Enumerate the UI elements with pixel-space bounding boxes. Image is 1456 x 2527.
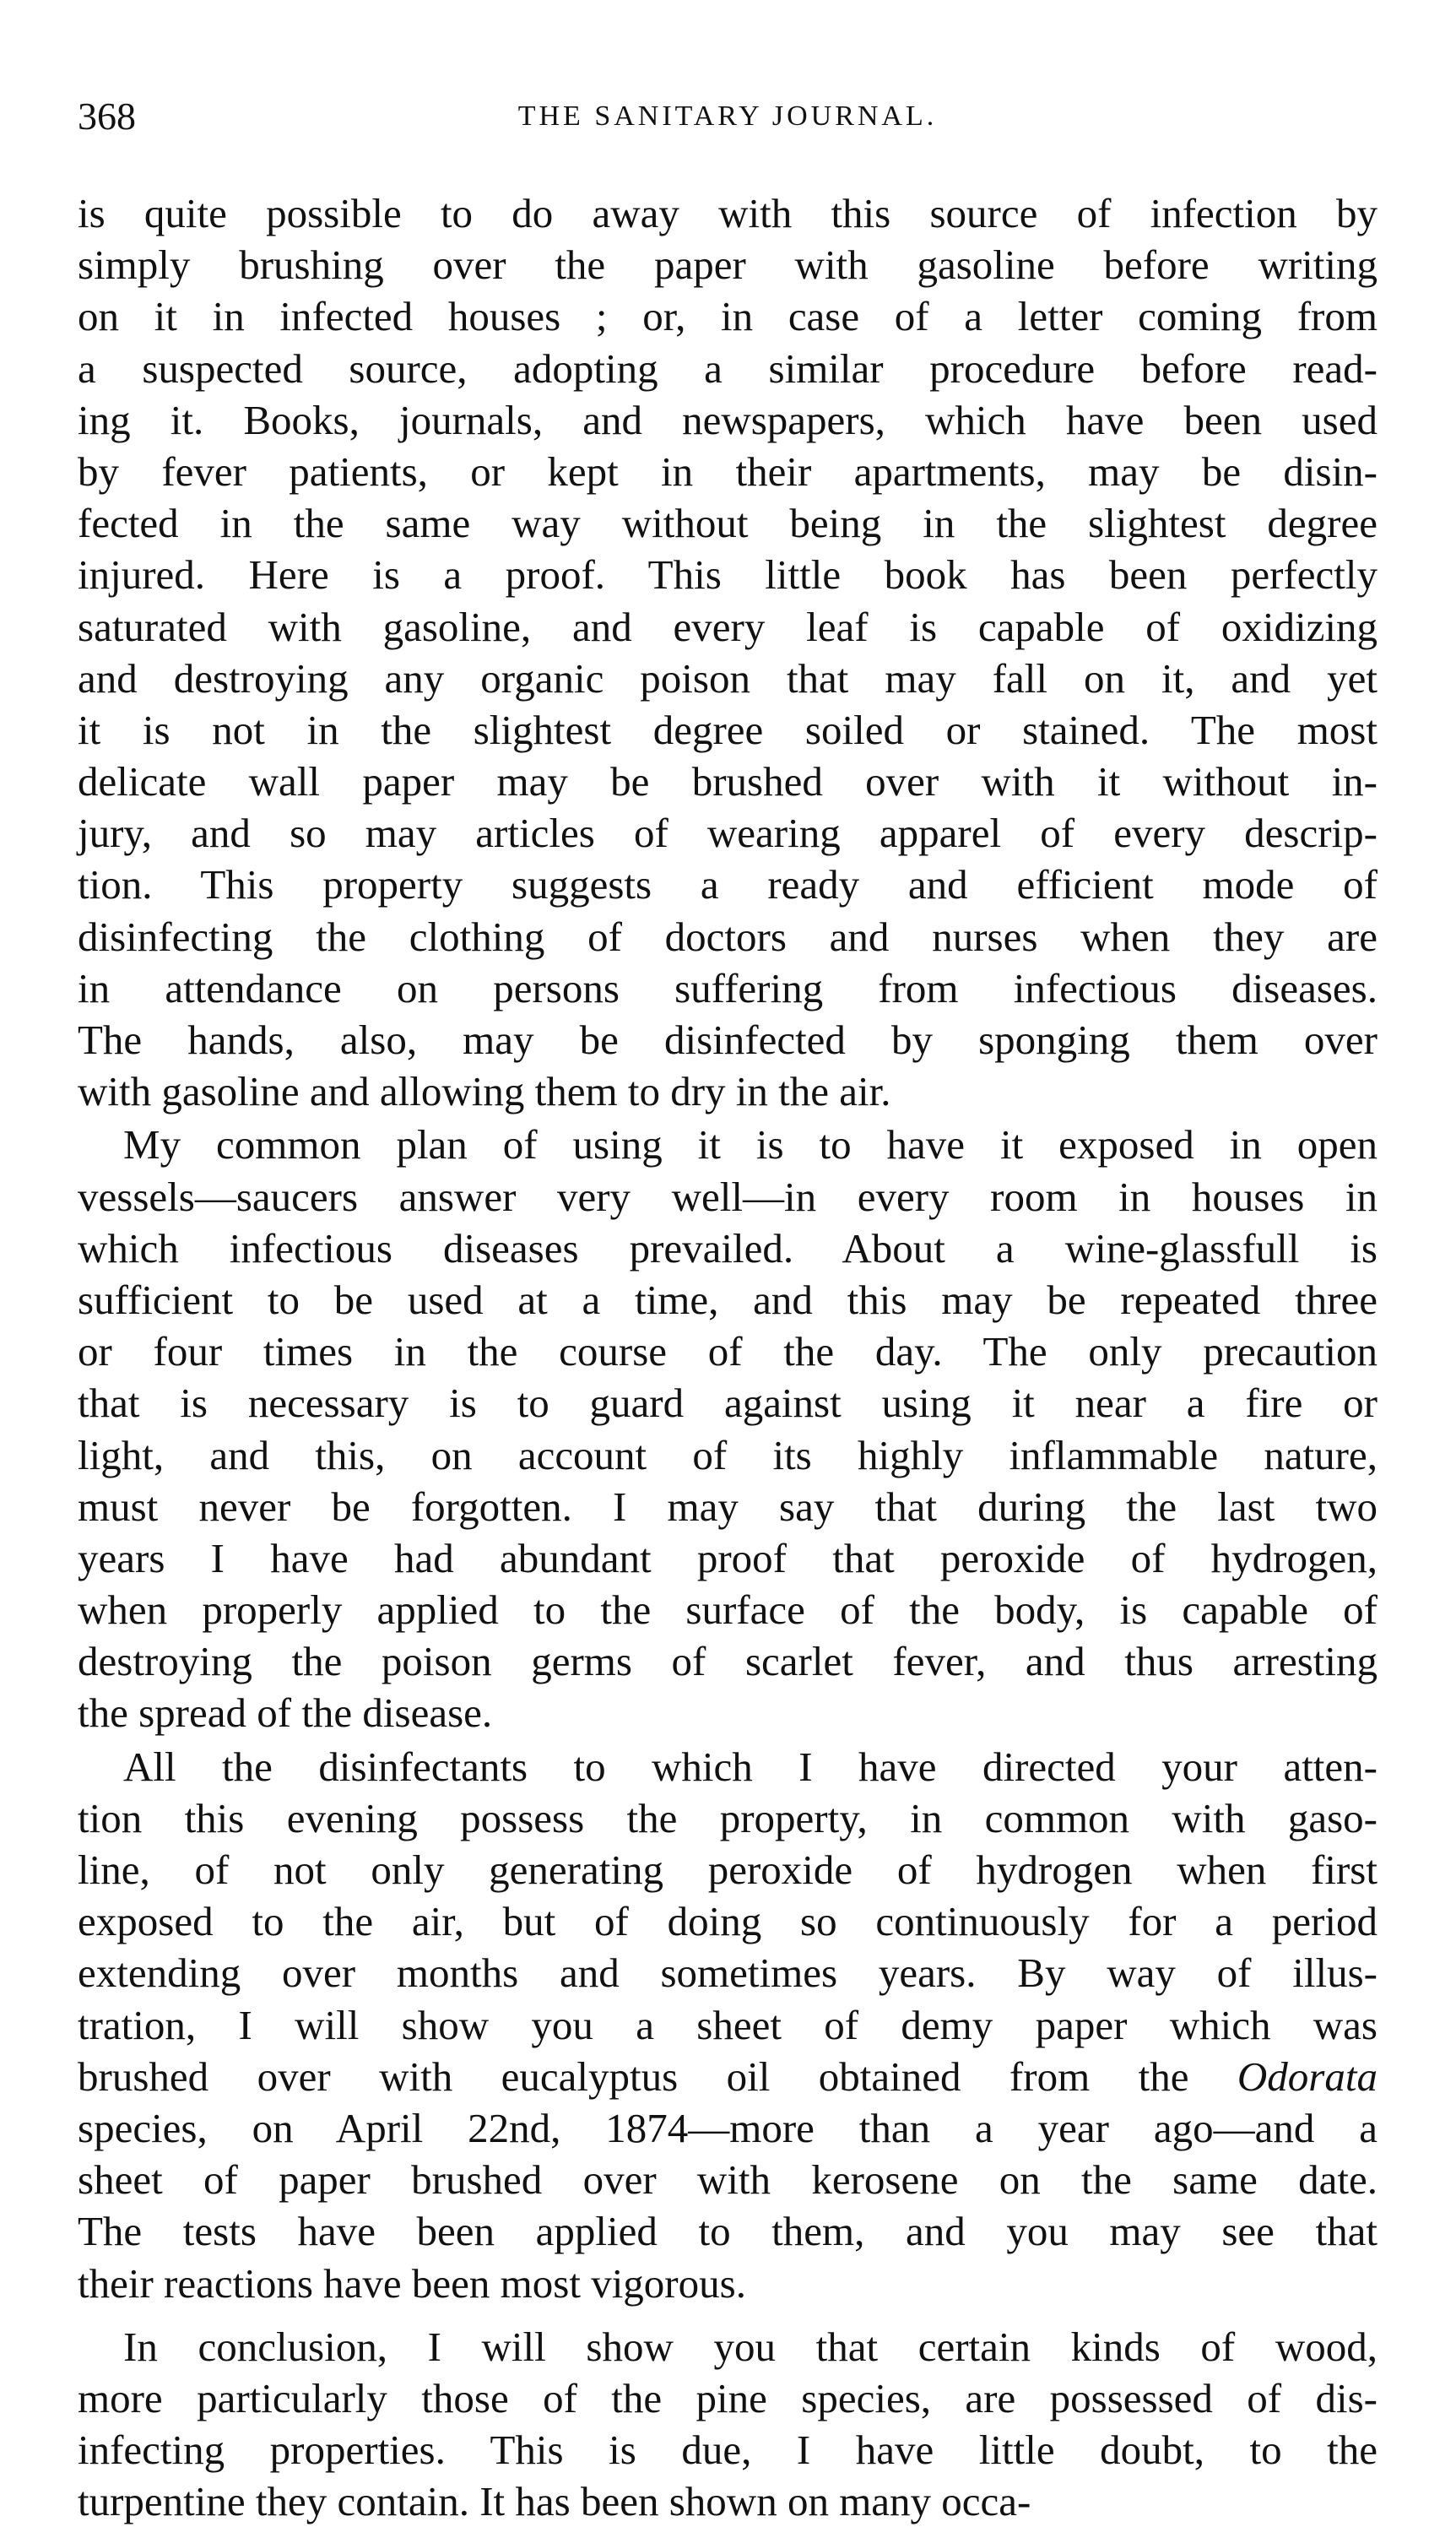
text-line: it is not in the slightest degree soiled or stained. The most [78, 706, 1378, 753]
text-line: ing it. Books, journals, and newspapers, which have been used [78, 396, 1378, 443]
text-line: The tests have been applied to them, and you may see that [78, 2208, 1378, 2255]
body-text [78, 187, 1378, 2527]
text-line: years I have had abundant proof that peroxide of hydrogen, [78, 1534, 1378, 1581]
text-line: more particularly those of the pine species, are possessed of dis- [78, 2374, 1378, 2421]
text-line: disinfecting the clothing of doctors and nurses when they are [78, 913, 1378, 960]
text-line: must never be forgotten. I may say that during the last two [78, 1483, 1378, 1530]
text-line: the spread of the disease. [78, 1689, 493, 1737]
text-line: turpentine they contain. It has been shown on many occa- [78, 2478, 1031, 2525]
text-line: light, and this, on account of its highly inflammable nature, [78, 1431, 1378, 1478]
text-line: is quite possible to do away with this source of infection by [78, 190, 1378, 236]
text-line: which infectious diseases prevailed. About a wine-glassfull is [78, 1224, 1378, 1272]
text-line: line, of not only generating peroxide of hydrogen when first [78, 1846, 1378, 1893]
text-line: In conclusion, I will show you that certain kinds of wood, [123, 2323, 1378, 2370]
text-line: or four times in the course of the day. The only precaution [78, 1328, 1378, 1375]
text-line: tion. This property suggests a ready and efficient mode of [78, 861, 1378, 908]
text-line: infecting properties. This is due, I have little doubt, to the [78, 2427, 1378, 2474]
italic-species-name: Odorata [1237, 2053, 1378, 2100]
paragraph-3 [78, 1741, 1378, 2309]
paragraph-1 [78, 187, 1378, 1117]
text-line: a suspected source, adopting a similar procedure before read- [78, 344, 1378, 392]
text-line: when properly applied to the surface of the body, is capable of [78, 1586, 1378, 1634]
text-line: their reactions have been most vigorous. [78, 2259, 746, 2307]
text-line: sufficient to be used at a time, and this may be repeated three [78, 1276, 1378, 1323]
text-line: in attendance on persons suffering from infectious diseases. [78, 964, 1378, 1011]
running-head [78, 91, 1378, 142]
text-line: saturated with gasoline, and every leaf is capable of oxidizing [78, 603, 1378, 650]
text-line: that is necessary is to guard against using it near a fire or [78, 1380, 1378, 1427]
text-line: fected in the same way without being in the slightest degree [78, 500, 1378, 547]
text-line: exposed to the air, but of doing so continuously for a period [78, 1898, 1378, 1945]
paragraph-gap [78, 2309, 1378, 2321]
text-line: extending over months and sometimes years. By way of illus- [78, 1949, 1378, 1997]
text-line: brushed over with eucalyptus oil obtained from the Odorata [78, 2053, 1378, 2100]
text-line: simply brushing over the paper with gasoline before writing [78, 241, 1378, 289]
text-line: tion this evening possess the property, in common with gaso- [78, 1794, 1378, 1841]
text-line: by fever patients, or kept in their apartments, may be disin- [78, 447, 1378, 495]
journal-title: THE SANITARY JOURNAL. [517, 100, 938, 132]
text-line: with gasoline and allowing them to dry in the air. [78, 1068, 891, 1115]
text-line: jury, and so may articles of wearing apparel of every descrip- [78, 810, 1378, 857]
paragraph-2 [78, 1119, 1378, 1738]
text-line: and destroying any organic poison that may fall on it, and yet [78, 654, 1378, 702]
paragraph-4 [78, 2321, 1378, 2527]
text-line: The hands, also, may be disinfected by sponging them over [78, 1017, 1378, 1063]
page [78, 0, 1378, 2525]
text-line: delicate wall paper may be brushed over with it without in- [78, 758, 1378, 805]
text-line: destroying the poison germs of scarlet fever, and thus arresting [78, 1638, 1378, 1685]
text-line: vessels—saucers answer very well—in every room in houses in [78, 1173, 1378, 1220]
text-line: species, on April 22nd, 1874—more than a year ago—and a [78, 2104, 1378, 2151]
text-line: All the disinfectants to which I have directed your atten- [123, 1743, 1378, 1790]
page-number: 368 [78, 95, 136, 138]
text-line: My common plan of using it is to have it exposed in open [123, 1121, 1378, 1169]
text-line: tration, I will show you a sheet of demy paper which was [78, 2001, 1378, 2048]
text-line: sheet of paper brushed over with kerosene on the same date. [78, 2156, 1378, 2204]
text-line: on it in infected houses ; or, in case of a letter coming from [78, 293, 1378, 340]
text-line: injured. Here is a proof. This little book has been perfectly [78, 551, 1378, 599]
